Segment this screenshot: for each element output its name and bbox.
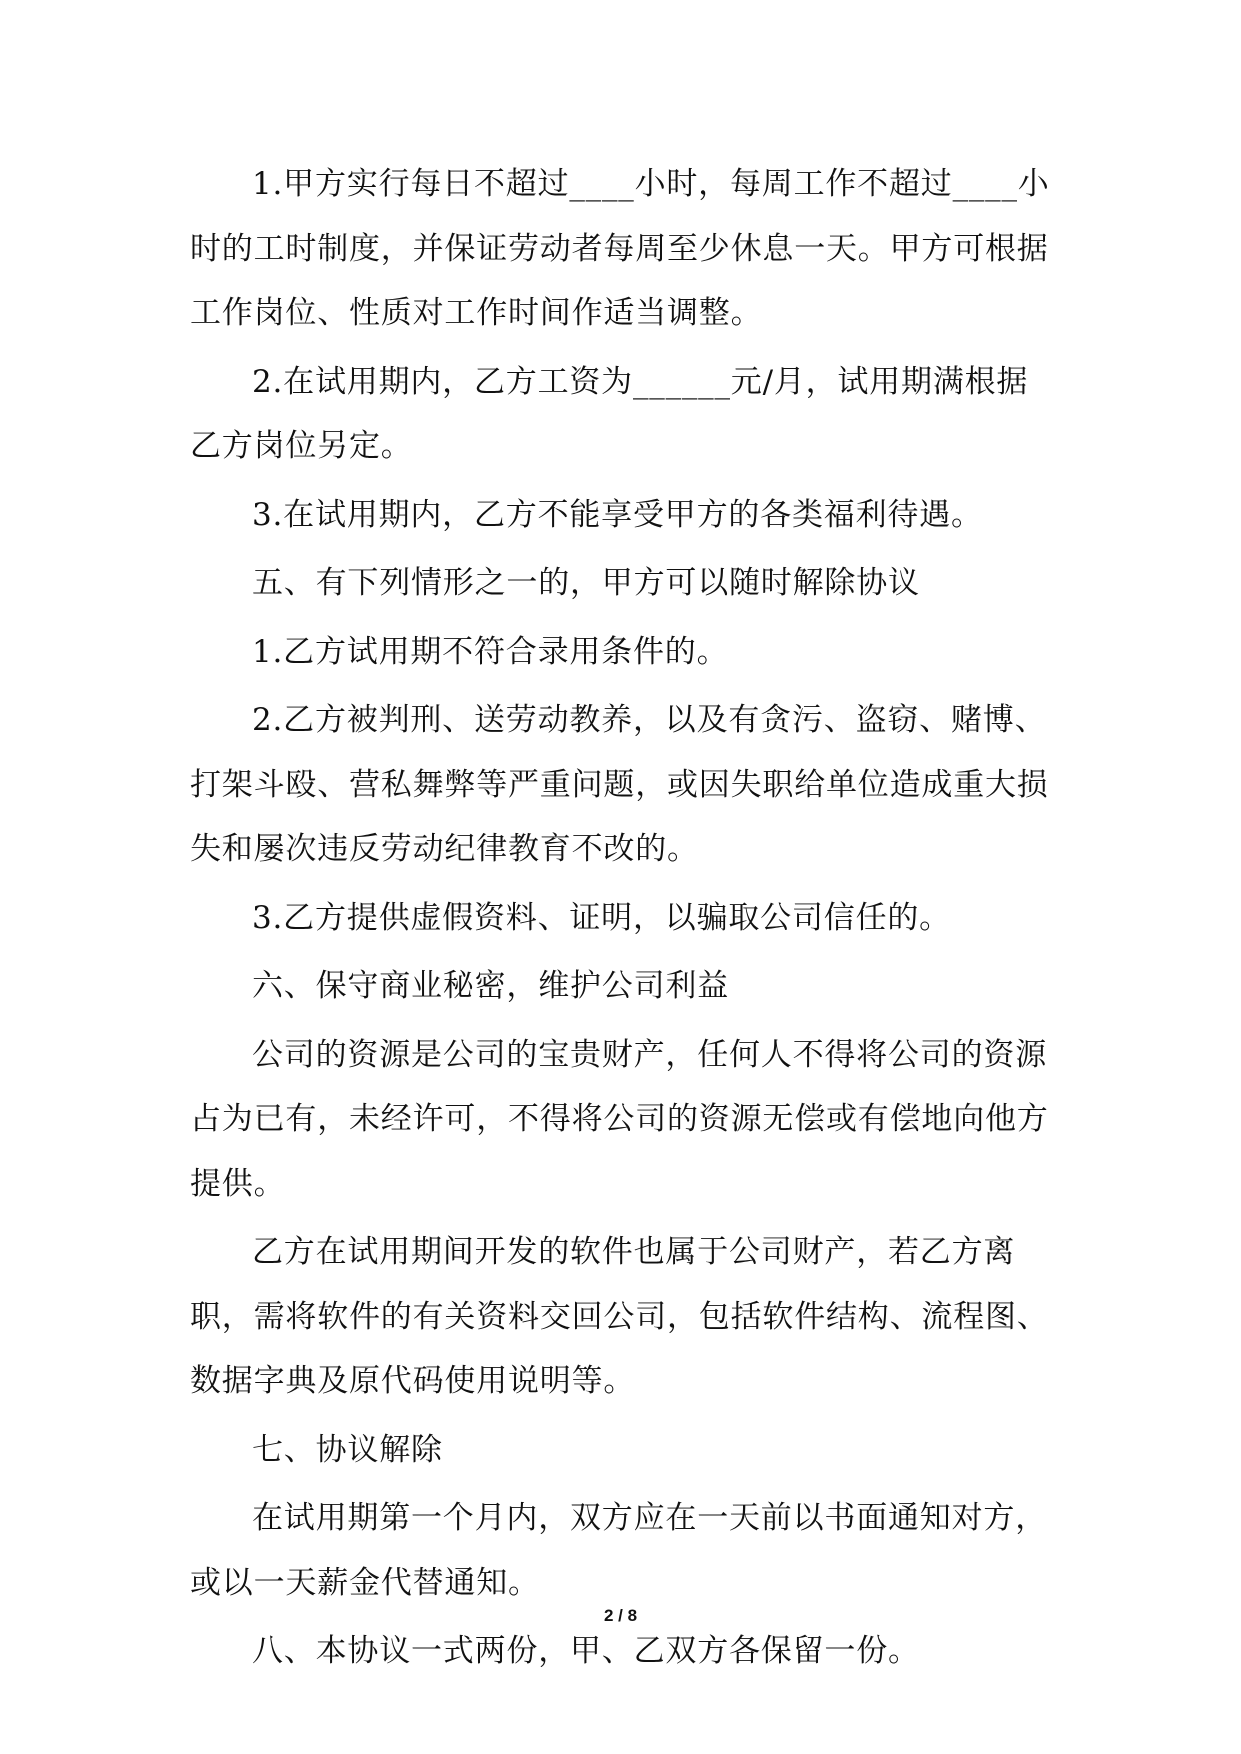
paragraph-termination-1: 1.乙方试用期不符合录用条件的。 — [252, 633, 729, 670]
paragraph-work-hours: 1.甲方实行每日不超过____小时，每周工作不超过____小时的工时制度，并保证劳动者每周至少休息一天。甲方可根据工作岗位、性质对工作时间作适当调整。 — [190, 166, 1050, 331]
paragraph-software-ownership: 乙方在试用期间开发的软件也属于公司财产，若乙方离职，需将软件的有关资料交回公司，包括软件结构、流程图、数据字典及原代码使用说明等。 — [190, 1234, 1049, 1399]
section-heading-confidentiality: 六、保守商业秘密，维护公司利益 — [252, 968, 729, 1004]
section-heading-termination: 五、有下列情形之一的，甲方可以随时解除协议 — [252, 565, 920, 601]
paragraph-company-resources: 公司的资源是公司的宝贵财产，任何人不得将公司的资源占为已有，未经许可，不得将公司的资源无偿或有偿地向他方提供。 — [190, 1036, 1049, 1202]
document-body — [190, 152, 1060, 1688]
section-heading-agreement-termination: 七、协议解除 — [252, 1431, 443, 1468]
paragraph-termination-3: 3.乙方提供虚假资料、证明，以骗取公司信任的。 — [252, 899, 951, 936]
paragraph-probation-salary: 2.在试用期内，乙方工资为______元/月，试用期满根据乙方岗位另定。 — [190, 363, 1029, 464]
paragraph-probation-benefits: 3.在试用期内，乙方不能享受甲方的各类福利待遇。 — [252, 496, 983, 533]
section-heading-copies: 八、本协议一式两份，甲、乙双方各保留一份。 — [252, 1633, 920, 1669]
paragraph-termination-2: 2.乙方被判刑、送劳动教养，以及有贪污、盗窃、赌博、打架斗殴、营私舞弊等严重问题，或因失职给单位造成重大损失和屡次违反劳动纪律教育不改的。 — [190, 702, 1049, 867]
page-number: 2 / 8 — [603, 1606, 638, 1625]
paragraph-notice-period: 在试用期第一个月内，双方应在一天前以书面通知对方，或以一天薪金代替通知。 — [190, 1500, 1047, 1601]
